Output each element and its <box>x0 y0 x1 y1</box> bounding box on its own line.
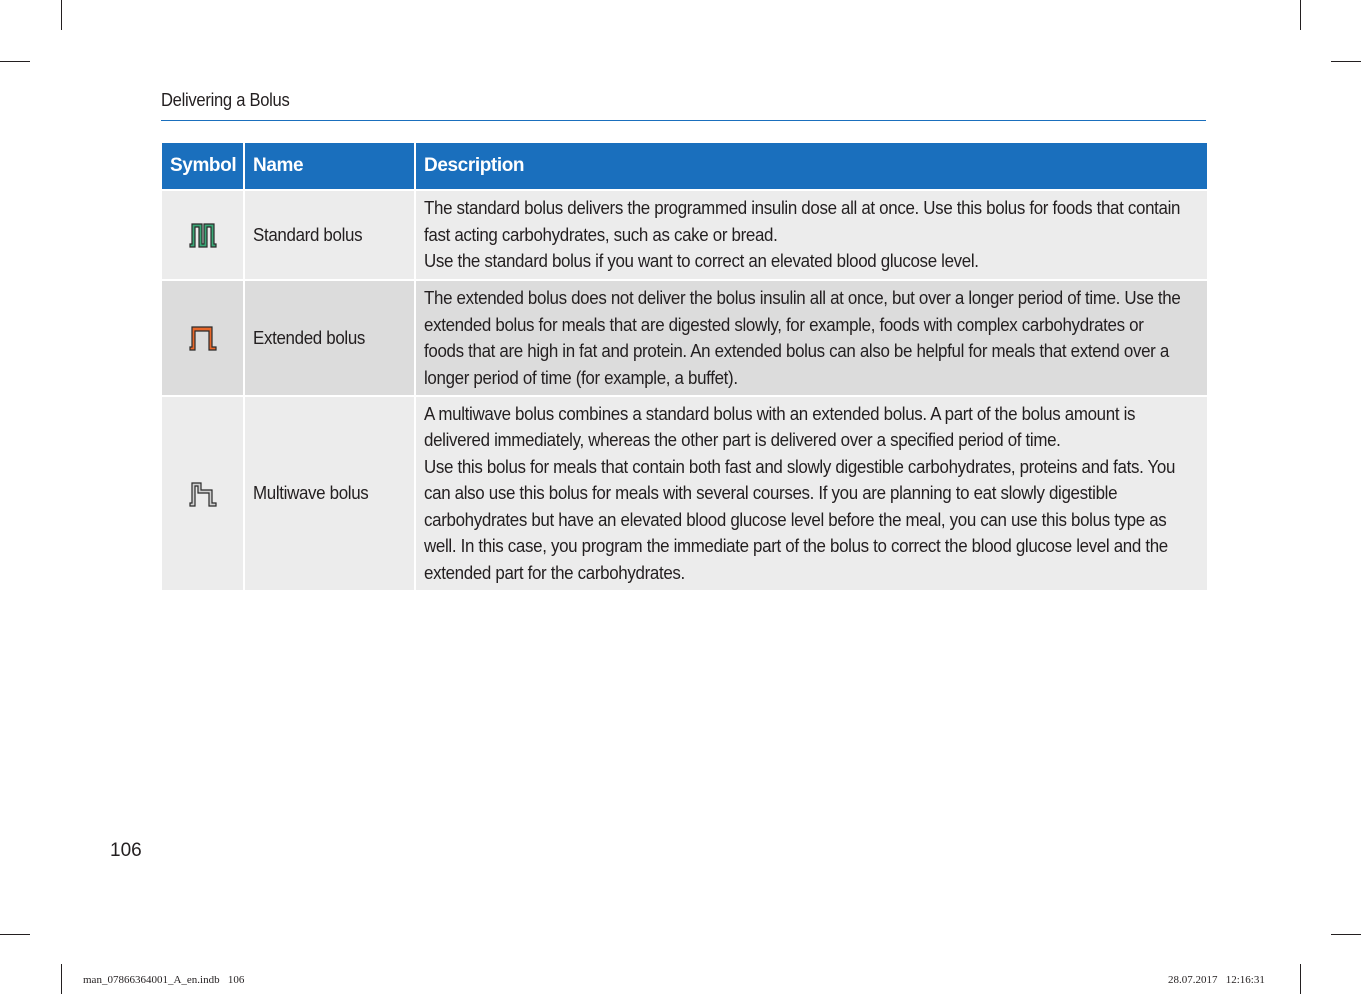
bolus-description: The standard bolus delivers the programmed insulin dose all at once. Use this bolus for foods that contain fast acting carbohydrates, such as cake or bread. Use the standard bolus if you want to correct an elevated blood glucose level. <box>415 190 1208 280</box>
multiwave-bolus-icon-fill <box>190 483 216 506</box>
file-slug: man_07866364001_A_en.indb 106 <box>83 974 245 986</box>
print-timestamp: 28.07.2017 12:16:31 <box>1168 974 1265 986</box>
column-header-description: Description <box>415 142 1208 190</box>
table-header-row <box>161 142 1208 190</box>
crop-mark <box>0 61 30 62</box>
crop-mark <box>1331 61 1361 62</box>
crop-mark <box>0 934 30 935</box>
symbol-cell <box>161 396 244 591</box>
extended-bolus-icon <box>189 324 217 352</box>
bolus-types-table <box>160 141 1209 592</box>
crop-mark <box>61 0 62 30</box>
bolus-name: Multiwave bolus <box>244 396 415 591</box>
table-row <box>161 280 1208 396</box>
crop-mark <box>1331 934 1361 935</box>
standard-bolus-icon-fill <box>190 224 216 247</box>
bolus-name: Standard bolus <box>244 190 415 280</box>
bolus-description: The extended bolus does not deliver the bolus insulin all at once, but over a longer period of time. Use the extended bolus for meals that are digested slowly, for example, foods with complex carbohydrates or foods that are high in fat and protein. An extended bolus can also be helpful for meals that extend over a longer period of time (for example, a buffet). <box>415 280 1208 396</box>
bolus-description: A multiwave bolus combines a standard bolus with an extended bolus. A part of the bolus amount is delivered immediately, whereas the other part is delivered over a specified period of time. Use this bolus for meals that contain both fast and slowly digestible carbohydrates, proteins and fats. You can also use this bolus for meals with several courses. If you are planning to eat slowly digestible carbohydrates but have an elevated blood glucose level before the meal, you can use this bolus type as well. In this case, you program the immediate part of the bolus to correct the blood glucose level and the extended part for the carbohydrates. <box>415 396 1208 591</box>
extended-bolus-icon-fill <box>190 327 216 350</box>
crop-mark <box>1300 964 1301 994</box>
column-header-symbol: Symbol <box>161 142 244 190</box>
column-header-name: Name <box>244 142 415 190</box>
symbol-cell <box>161 190 244 280</box>
table-row <box>161 396 1208 591</box>
symbol-cell <box>161 280 244 396</box>
crop-mark <box>1300 0 1301 30</box>
multiwave-bolus-icon <box>189 480 217 508</box>
page-number: 106 <box>110 840 142 861</box>
title-divider <box>161 120 1206 121</box>
section-title: Delivering a Bolus <box>161 90 290 110</box>
table-row <box>161 190 1208 280</box>
standard-bolus-icon <box>189 221 217 249</box>
bolus-name: Extended bolus <box>244 280 415 396</box>
crop-mark <box>61 964 62 994</box>
